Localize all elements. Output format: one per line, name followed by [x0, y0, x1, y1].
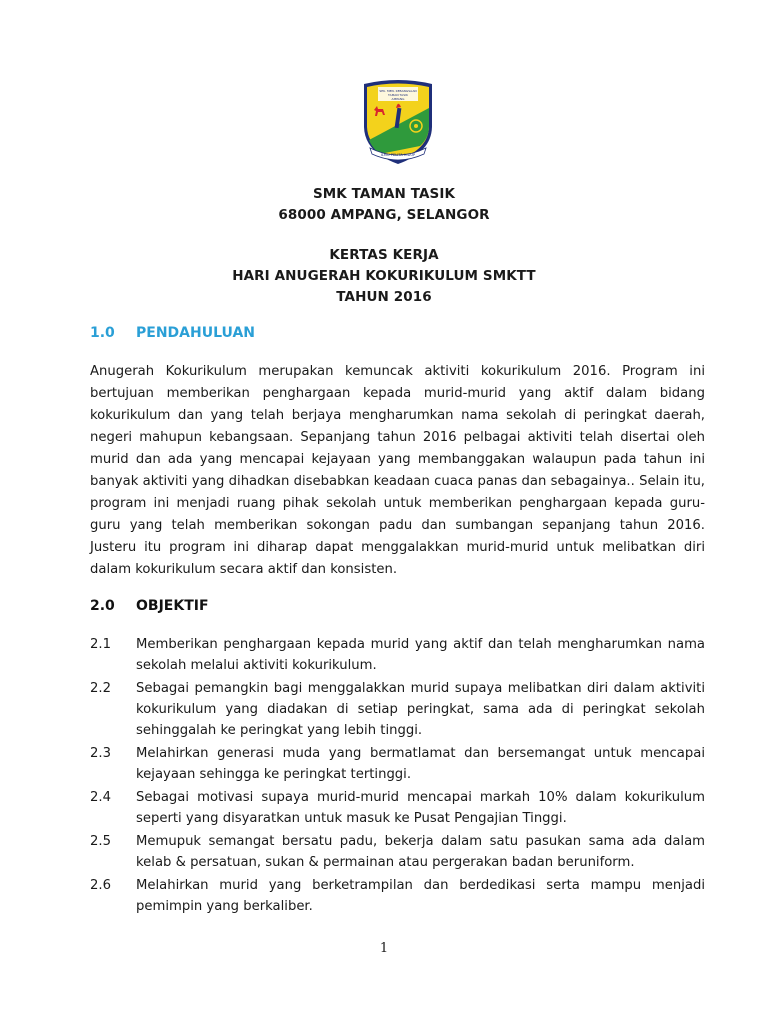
- objectives-list: [90, 634, 705, 919]
- objective-item: [90, 634, 705, 676]
- page-number: 1: [379, 941, 389, 956]
- objective-line: kejayaan sehingga ke peringkat tertinggi.: [136, 767, 412, 782]
- svg-text:AMPANG: AMPANG: [391, 97, 405, 101]
- svg-text:SEK. MEN. KEBANGSAAN: SEK. MEN. KEBANGSAAN: [379, 89, 417, 93]
- objective-number: 2.3: [90, 746, 111, 761]
- objective-line: pemimpin yang berkaliber.: [136, 899, 313, 914]
- objective-item: [90, 787, 705, 829]
- svg-text:ILMU PELITA HIDUP: ILMU PELITA HIDUP: [380, 153, 416, 157]
- objective-number: 2.5: [90, 834, 111, 849]
- objective-item: [90, 875, 705, 917]
- section-2-number: 2.0: [90, 598, 115, 614]
- paragraph-line: bertujuan memberikan penghargaan kepada murid-murid yang aktif dalam bidang: [90, 386, 705, 401]
- objective-line: Sebagai motivasi supaya murid-murid mencapai markah 10% dalam kokurikulum: [136, 790, 705, 805]
- objective-line: kokurikulum yang diadakan di setiap peringkat, sama ada di peringkat sekolah: [136, 702, 705, 717]
- section-2-title: OBJEKTIF: [136, 598, 209, 614]
- objective-line: Memupuk semangat bersatu padu, bekerja dalam satu pasukan sama ada dalam: [136, 834, 705, 849]
- crest-icon: [360, 78, 436, 166]
- school-crest-logo: [360, 78, 436, 166]
- objective-line: Sebagai pemangkin bagi menggalakkan murid supaya melibatkan diri dalam aktiviti: [136, 681, 705, 696]
- objective-line: Melahirkan generasi muda yang bermatlamat dan bersemangat untuk mencapai: [136, 746, 705, 761]
- paragraph-line: Justeru itu program ini diharap dapat menggalakkan murid-murid untuk melibatkan diri: [90, 540, 705, 555]
- paragraph-line: guru yang telah memberikan sokongan padu dan sumbangan sepanjang tahun 2016.: [90, 518, 705, 533]
- school-header: [0, 184, 768, 226]
- objective-line: sehinggalah ke peringkat yang lebih tinggi.: [136, 723, 423, 738]
- section-1-title: PENDAHULUAN: [136, 325, 255, 341]
- objective-number: 2.2: [90, 681, 111, 696]
- paragraph-line: negeri mahupun kebangsaan. Sepanjang tahun 2016 pelbagai aktiviti telah disertai oleh: [90, 430, 705, 445]
- paragraph-line: Anugerah Kokurikulum merupakan kemuncak aktiviti kokurikulum 2016. Program ini: [90, 364, 705, 379]
- document-type: KERTAS KERJA: [329, 247, 439, 263]
- section-1-number: 1.0: [90, 325, 115, 341]
- objective-number: 2.6: [90, 878, 111, 893]
- objective-line: seperti yang disyaratkan untuk masuk ke Pusat Pengajian Tinggi.: [136, 811, 567, 826]
- school-address: 68000 AMPANG, SELANGOR: [278, 207, 490, 223]
- objective-item: [90, 678, 705, 741]
- objective-item: [90, 743, 705, 785]
- objective-line: Melahirkan murid yang berketrampilan dan berdedikasi serta mampu menjadi: [136, 878, 705, 893]
- objective-line: kelab & persatuan, sukan & permainan atau pergerakan badan beruniform.: [136, 855, 635, 870]
- objective-number: 2.4: [90, 790, 111, 805]
- svg-text:TAMAN TASIK: TAMAN TASIK: [388, 93, 408, 97]
- document-title-block: [0, 245, 768, 308]
- introduction-paragraph: [90, 361, 705, 581]
- objective-line: sekolah melalui aktiviti kokurikulum.: [136, 658, 377, 673]
- paragraph-line: murid dan ada yang mencapai kejayaan yang membanggakan walaupun pada tahun ini: [90, 452, 705, 467]
- paragraph-line: kokurikulum dan yang telah berjaya mengharumkan nama sekolah di peringkat daerah,: [90, 408, 705, 423]
- paragraph-line: program ini menjadi ruang pihak sekolah untuk memberikan penghargaan kepada guru-: [90, 496, 705, 511]
- paragraph-line: dalam kokurikulum secara aktif dan konsisten.: [90, 562, 398, 577]
- objective-item: [90, 831, 705, 873]
- event-year: TAHUN 2016: [336, 289, 432, 305]
- event-title: HARI ANUGERAH KOKURIKULUM SMKTT: [232, 268, 536, 284]
- objective-line: Memberikan penghargaan kepada murid yang aktif dan telah mengharumkan nama: [136, 637, 705, 652]
- objective-number: 2.1: [90, 637, 111, 652]
- school-name: SMK TAMAN TASIK: [312, 186, 456, 202]
- paragraph-line: banyak aktiviti yang dihadkan disebabkan keadaan cuaca panas dan sebagainya.. Selain itu,: [90, 474, 705, 489]
